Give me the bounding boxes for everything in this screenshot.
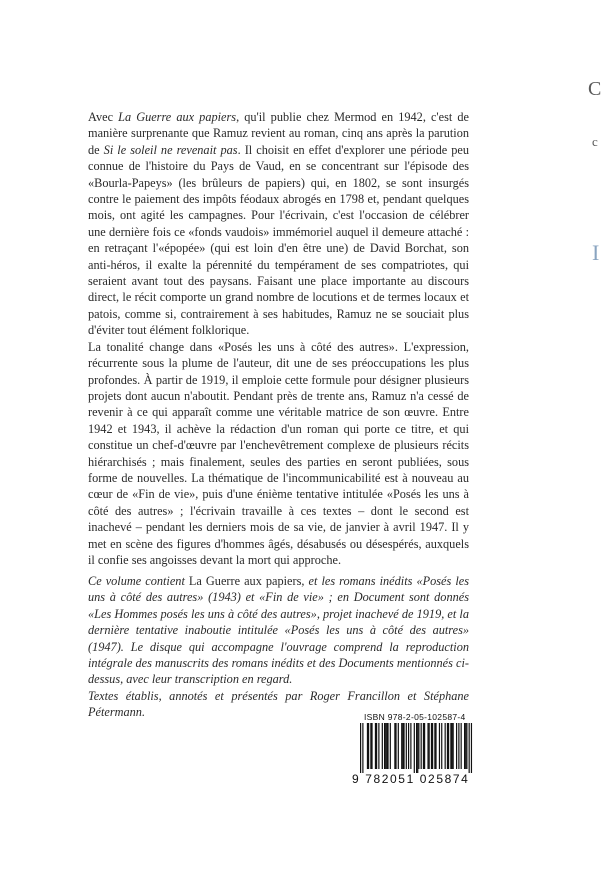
contents-text: , et les romans inédits «Posés les uns à côté des autres» (1943) et «Fin de vie» ; en Document sont donnés «Les Hommes posés les uns à côté des autres», projet inachevé de 1919, et la dernière tentative inaboutie intitulée «Posés les uns à côté des autres» (1947). Le disque qui accompagne l'ouvrage comprend la reproduction intégrale des manuscrits des romans inédits et des Documents mentionnés ci-dessus, avec leur transcription en regard. [88, 574, 469, 687]
barcode-bar [421, 723, 422, 769]
barcode-bar [395, 723, 396, 769]
barcode-bar [461, 723, 462, 769]
barcode-bar [370, 723, 371, 769]
barcode-bar [464, 723, 465, 769]
barcode-bar [376, 723, 377, 769]
barcode-bar [398, 723, 399, 769]
barcode-bar [451, 723, 452, 769]
barcode-bar [445, 723, 446, 769]
barcode-bar [385, 723, 386, 769]
barcode-bar [384, 723, 385, 769]
isbn-label: ISBN 978-2-05-102587-4 [364, 712, 466, 722]
barcode-bar [448, 723, 449, 769]
blurb-text: , qu'il publie chez Mermod en 1942, c'est de manière surprenante que Ramuz revient au roman, cinq ans après la parution de [88, 110, 469, 157]
blurb-text: Avec [88, 110, 119, 124]
barcode [360, 723, 472, 773]
barcode-bar [439, 723, 440, 769]
barcode-bar [450, 723, 451, 769]
barcode-bar [390, 723, 391, 769]
barcode-bar [414, 723, 415, 773]
barcode-bar [402, 723, 403, 769]
barcode-bar [416, 723, 417, 773]
barcode-bar [410, 723, 411, 769]
edge-mark-mid: c [592, 134, 598, 149]
barcode-bar [469, 723, 470, 773]
barcode-bar [406, 723, 407, 769]
barcode-bar [375, 723, 376, 769]
barcode-bar [387, 723, 388, 769]
barcode-bar [362, 723, 363, 773]
back-cover-blurb [88, 109, 469, 568]
barcode-bar [401, 723, 402, 769]
barcode-bar [435, 723, 436, 769]
edge-mark-low: I [592, 240, 600, 265]
barcode-bar [378, 723, 379, 769]
barcode-bar [432, 723, 433, 769]
barcode-bar [471, 723, 472, 773]
barcode-bar [427, 723, 428, 769]
barcode-bar [417, 723, 418, 773]
barcode-bar [458, 723, 459, 769]
barcode-bar [371, 723, 372, 769]
barcode-bar [360, 723, 361, 773]
contents-paragraph [88, 573, 469, 688]
barcode-bar [394, 723, 395, 769]
barcode-bar [466, 723, 467, 769]
barcode-bar [382, 723, 383, 769]
barcode-bar [429, 723, 430, 769]
contents-text: Ce volume contient [88, 574, 189, 588]
edge-mark-top: C [588, 78, 601, 100]
book-title: Si le soleil ne revenait pas [103, 142, 238, 157]
barcode-bar [431, 723, 432, 769]
barcode-bar [441, 723, 442, 769]
editors-text: Textes établis, annotés et présentés par Roger Francillon et Stéphane Pétermann. [88, 689, 469, 720]
barcode-bar [386, 723, 387, 769]
barcode-bar [424, 723, 425, 769]
barcode-bar [456, 723, 457, 769]
book-title: La Guerre aux papiers [188, 574, 302, 588]
barcode-bar [367, 723, 368, 769]
barcode-bar [453, 723, 454, 769]
volume-contents [88, 573, 469, 688]
barcode-bar [418, 723, 419, 769]
barcode-bar [408, 723, 409, 769]
barcode-bar [368, 723, 369, 769]
barcode-bar [423, 723, 424, 769]
barcode-digits: 9 782051 025874 [352, 772, 470, 786]
barcode-bar [434, 723, 435, 769]
barcode-bar [465, 723, 466, 769]
blurb-paragraph-1 [88, 109, 469, 339]
book-title: La Guerre aux papiers [118, 110, 237, 124]
blurb-paragraph-2: La tonalité change dans «Posés les uns à côté des autres». L'expression, récurrente sous la plume de l'auteur, dit une de ses préoccupations les plus profondes. À partir de 1919, il emploie cette formule pour désigner plusieurs projets dont aucun n'aboutit. Pendant près de trente ans, Ramuz n'a cessé de revenir à ce qui apparaît comme une véritable matrice de son œuvre. Entre 1942 et 1943, il achève la rédaction d'un roman qui porte ce titre, et qui constitue un chef-d'œuvre par l'enchevêtrement complexe de plusieurs récits hiérarchisés ; mais finalement, seules des parties en seront publiées, sous forme de nouvelles. La thématique de l'incommunicabilité est à nouveau au cœur de «Fin de vie», puis d'une énième tentative intitulée «Posés les uns à côté des autres» ; l'écrivain travaille à ces textes – dont le second est inachevé – pendant les derniers mois de sa vie, de janvier à avril 1947. Il y met en scène des figures d'hommes âgés, désabusés ou désespérés, auxquels il confie ses angoisses devant la mort qui approche. [88, 339, 469, 567]
barcode-bar [403, 723, 404, 769]
blurb-text: . Il choisit en effet d'explorer une période peu connue de l'histoire du Pays de Vaud, en se concentrant sur l'épisode des «Bourla-Papeys» (les brûleurs de papiers) qui, en 1802, se sont insurgés contre le paiement des impôts féodaux abrogés en 1798 et, pendant quelques mois, ont agité les campagnes. Pour l'écrivain, c'est l'occasion de célébrer une dernière fois ce «fonds vaudois» immémoriel auquel il demeure attaché : en retraçant l'«épopée» (qui est loin d'en être une) de David Borchat, son anti-héros, il exalte la pérennité du tempérament de ses compatriotes, qui seraient avant tout des paysans. Faisant une place importante au discours direct, le récit comporte un grand nombre de locutions et de termes locaux et patois, comme si, contrairement à ses habitudes, Ramuz ne se souciait plus d'éviter tout élément folklorique. [88, 142, 470, 338]
barcode-bar [447, 723, 448, 769]
